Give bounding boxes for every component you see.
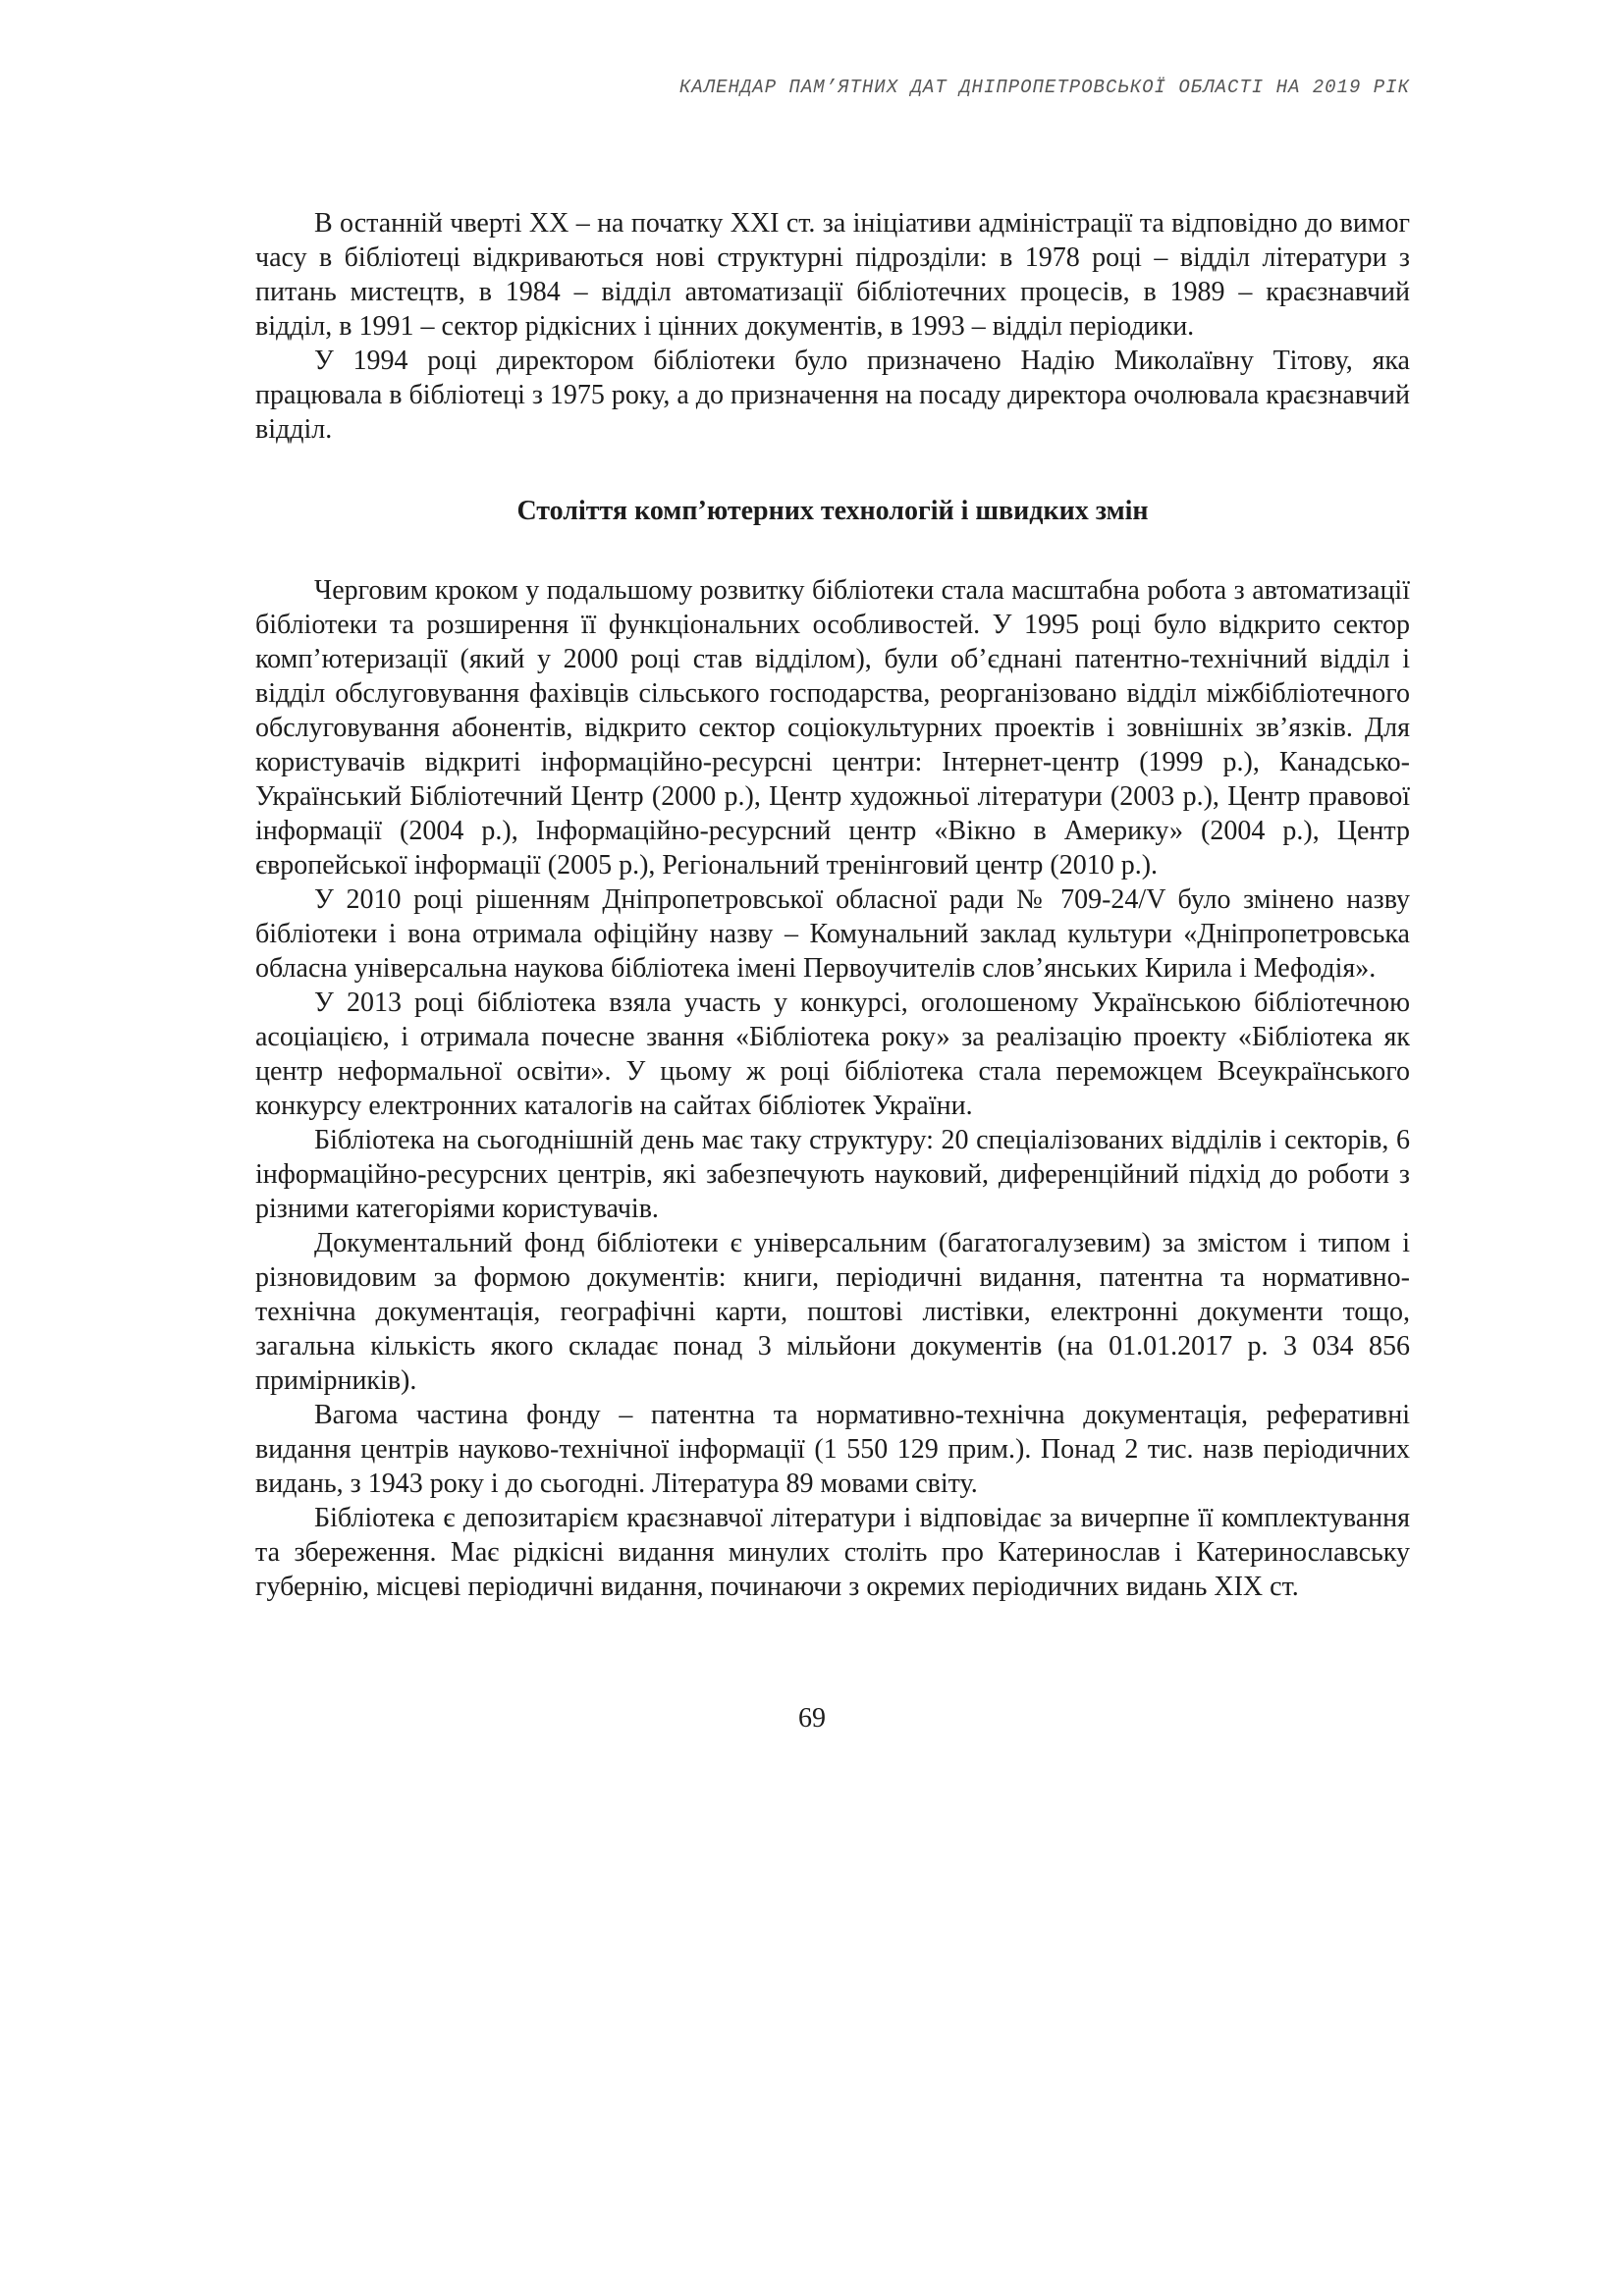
running-header: КАЛЕНДАР ПАМ’ЯТНИХ ДАТ ДНІПРОПЕТРОВСЬКОЇ ОБЛАСТІ НА 2019 РІК	[678, 77, 1410, 98]
paragraph: У 1994 році директором бібліотеки було призначено Надію Миколаївну Тітову, яка працювала в бібліотеці з 1975 року, а до призначення на посаду директора очолювала краєзнавчий відділ.	[255, 346, 1410, 445]
paragraph: У 2010 році рішенням Дніпропетровської обласної ради № 709-24/V було змінено назву бібліотеки і вона отримала офіційну назву – Комунальний заклад культури «Дніпропетровська обласна універсальна наукова бібліотека імені Первоучителів слов’янських Кирила і Мефодія».	[255, 884, 1410, 984]
paragraph: Вагома частина фонду – патентна та нормативно-технічна документація, реферативні видання центрів науково-технічної інформації (1 550 129 прим.). Понад 2 тис. назв періодичних видань, з 1943 року і до сьогодні. Література 89 мовами світу.	[255, 1400, 1410, 1499]
paragraph: Бібліотека на сьогоднішній день має таку структуру: 20 спеціалізованих відділів і секторів, 6 інформаційно-ресурсних центрів, які забезпечують науковий, диференційний підхід до роботи з різними категоріями користувачів.	[255, 1125, 1410, 1224]
section-heading: Століття комп’ютерних технологій і швидких змін	[516, 496, 1149, 526]
paragraph: Документальний фонд бібліотеки є універсальним (багатогалузевим) за змістом і типом і різновидовим за формою документів: книги, періодичні видання, патентна та нормативно-технічна документація, географічні карти, поштові листівки, електронні документи тощо, загальна кількість якого складає понад 3 мільйони документів (на 01.01.2017 р. 3 034 856 примірників).	[255, 1228, 1410, 1396]
paragraph: В останній чверті ХХ – на початку ХХІ ст. за ініціативи адміністрації та відповідно до вимог часу в бібліотеці відкриваються нові структурні підрозділи: в 1978 році – відділ літератури з питань мистецтв, в 1984 – відділ автоматизації бібліотечних процесів, в 1989 – краєзнавчий відділ, в 1991 – сектор рідкісних і цінних документів, в 1993 – відділ періодики.	[255, 208, 1410, 342]
paragraph: У 2013 році бібліотека взяла участь у конкурсі, оголошеному Українською бібліотечною асоціацією, і отримала почесне звання «Бібліотека року» за реалізацію проекту «Бібліотека як центр неформальної освіти». У цьому ж році бібліотека стала переможцем Всеукраїнського конкурсу електронних каталогів на сайтах бібліотек України.	[255, 988, 1410, 1121]
page-body	[255, 206, 1410, 1604]
paragraph: Черговим кроком у подальшому розвитку бібліотеки стала масштабна робота з автоматизації бібліотеки та розширення її функціональних особливостей. У 1995 році було відкрито сектор комп’ютеризації (який у 2000 році став відділом), були об’єднані патентно-технічний відділ і відділ обслуговування фахівців сільського господарства, реорганізовано відділ міжбібліотечного обслуговування абонентів, відкрито сектор соціокультурних проектів і зовнішніх зв’язків. Для користувачів відкриті інформаційно-ресурсні центри: Інтернет-центр (1999 р.), Канадсько-Український Бібліотечний Центр (2000 р.), Центр художньої літератури (2003 р.), Центр правової інформації (2004 р.), Інформаційно-ресурсний центр «Вікно в Америку» (2004 р.), Центр європейської інформації (2005 р.), Регіональний тренінговий центр (2010 р.).	[255, 575, 1410, 881]
page-number: 69	[798, 1703, 826, 1734]
paragraph: Бібліотека є депозитарієм краєзнавчої літератури і відповідає за вичерпне її комплектування та збереження. Має рідкісні видання минулих століть про Катеринослав і Катеринославську губернію, місцеві періодичні видання, починаючи з окремих періодичних видань ХІХ ст.	[255, 1503, 1410, 1602]
